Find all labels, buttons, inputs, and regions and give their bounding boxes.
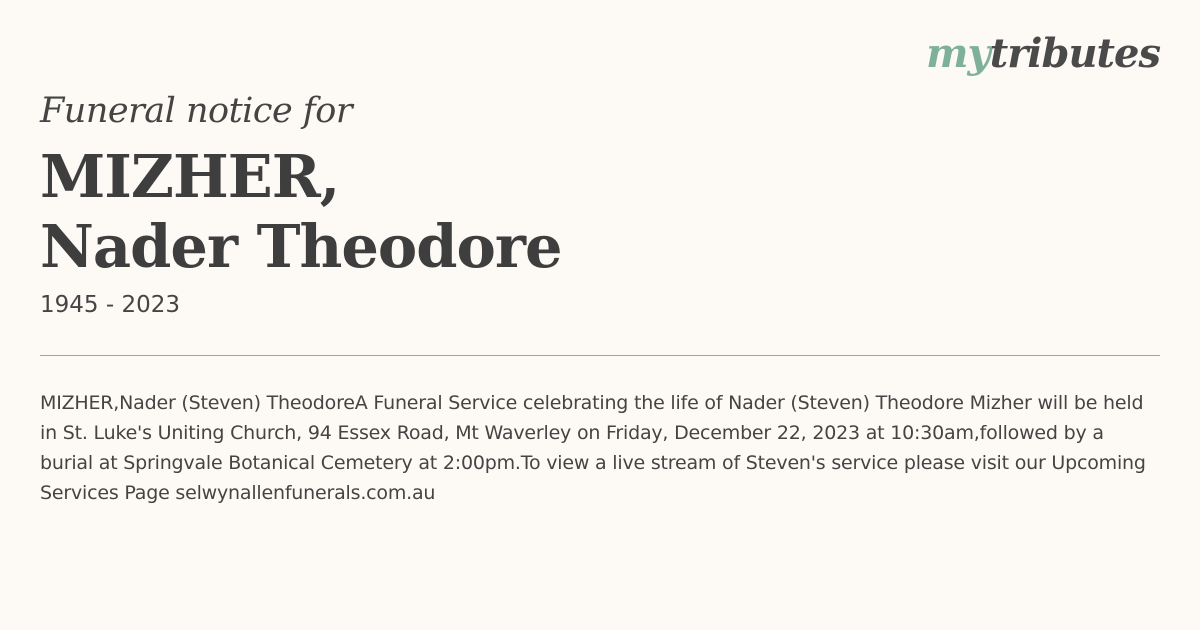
logo-my-text: my [926, 30, 990, 77]
notice-heading: Funeral notice for [40, 91, 353, 131]
mytributes-logo[interactable] [926, 30, 1160, 77]
life-years: 1945 - 2023 [40, 292, 180, 318]
divider [40, 355, 1160, 356]
deceased-given-names: Nader Theodore [40, 212, 562, 281]
logo-tributes-text: tributes [989, 30, 1160, 77]
deceased-surname: MIZHER, [40, 142, 340, 211]
deceased-name [40, 142, 562, 282]
notice-body-text: MIZHER,Nader (Steven) TheodoreA Funeral Service celebrating the life of Nader (Steven) Theodore Mizher will be held in St. Luke's Uniting Church, 94 Essex Road, Mt Waverley on Friday, December 22, 2023 at 10:30am,followed by a burial at Springvale Botanical Cemetery at 2:00pm.To view a live stream of Steven's service please visit our Upcoming Services Page selwynallenfunerals.com.au [40, 392, 1146, 504]
